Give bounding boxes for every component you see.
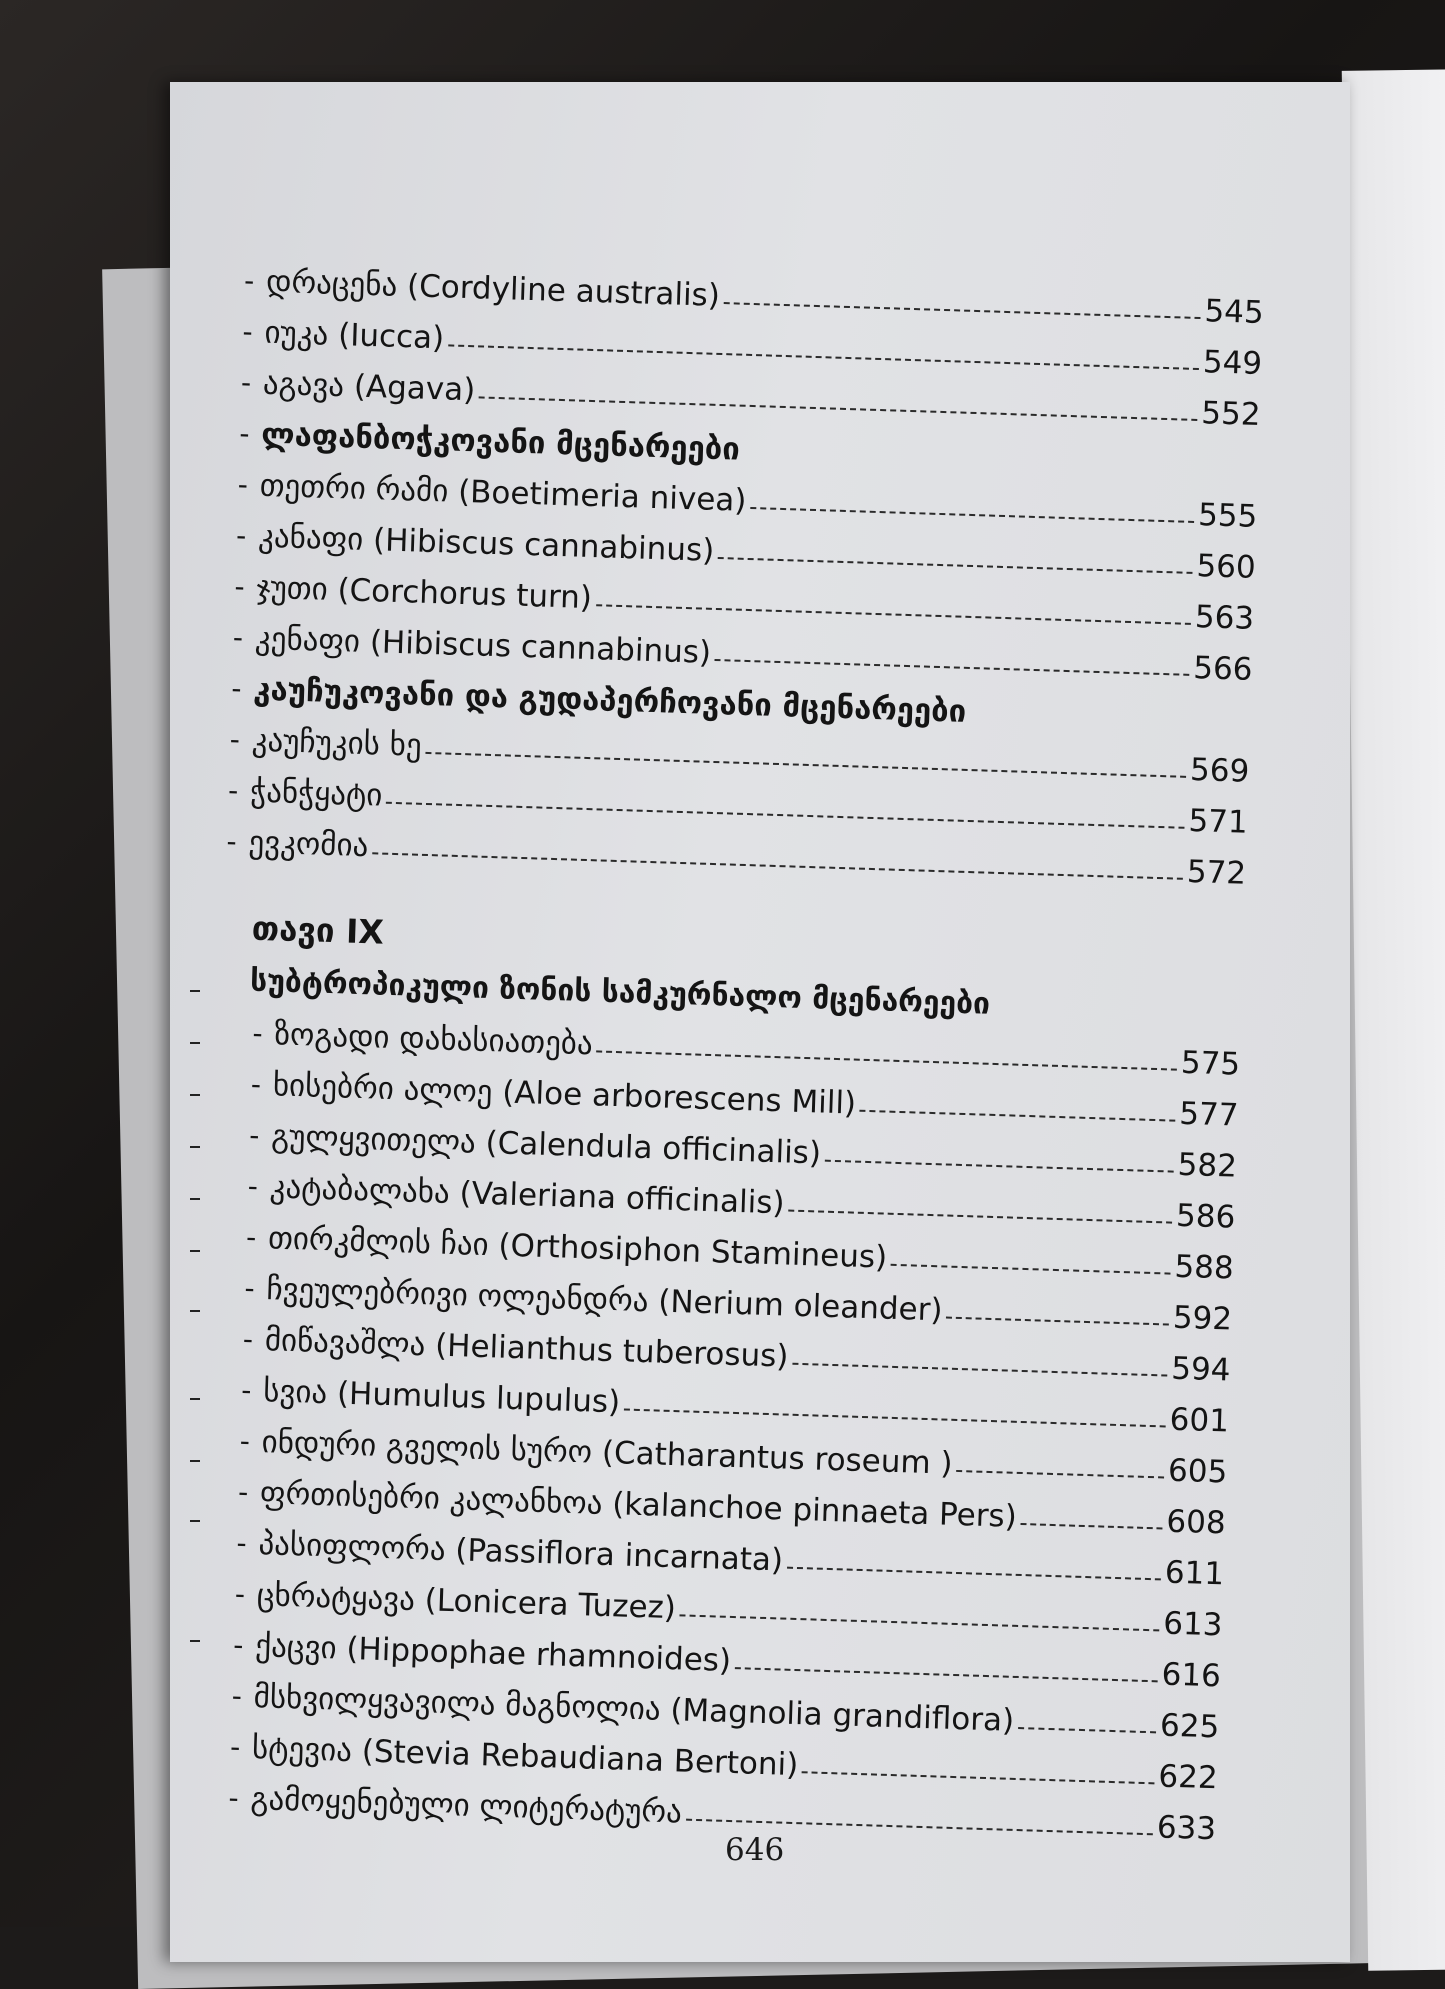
entry-page-number: 572	[1186, 853, 1247, 892]
entry-page-number: 633	[1156, 1808, 1217, 1847]
dot-leader	[792, 1348, 1167, 1376]
entry-dash: -	[240, 1373, 252, 1407]
toc-section-2	[196, 1007, 1241, 1855]
dot-leader	[448, 330, 1199, 370]
entry-page-number: 611	[1164, 1554, 1225, 1592]
entry-title: გამოყენებული ლიტერატურა	[249, 1780, 683, 1830]
entry-page-number: 563	[1194, 598, 1255, 637]
entry-dash: -	[252, 1016, 264, 1050]
entry-dash: -	[236, 1526, 248, 1560]
entry-dash: -	[239, 1424, 251, 1458]
entry-page-number: 545	[1203, 292, 1265, 331]
entry-dash: -	[232, 1628, 244, 1662]
entry-page-number: 552	[1200, 394, 1262, 433]
entry-title: კანაფი (Hibiscus cannabinus)	[257, 518, 715, 569]
entry-dash: -	[231, 1679, 243, 1713]
entry-dash: -	[244, 1271, 256, 1305]
dot-leader	[596, 590, 1191, 625]
entry-page-number: 608	[1165, 1503, 1227, 1541]
dot-leader	[860, 1095, 1176, 1121]
entry-page-number: 616	[1161, 1656, 1222, 1694]
dot-leader	[946, 1302, 1169, 1325]
dot-leader	[788, 1195, 1172, 1223]
dot-leader	[372, 838, 1183, 879]
entry-dash: -	[232, 620, 244, 655]
entry-dash: -	[242, 1322, 254, 1356]
entry-title: დრაცენა (Cordyline australis)	[265, 263, 721, 314]
entry-page-number: 571	[1187, 802, 1249, 841]
entry-dash: -	[237, 1475, 249, 1509]
entry-page-number: 566	[1192, 649, 1254, 688]
toc-section-1	[226, 255, 1265, 899]
entry-title: ფრთისებრი კალანხოა (kalanchoe pinnaeta Pers)	[259, 1474, 1018, 1535]
entry-page-number: 592	[1172, 1299, 1233, 1338]
dot-leader	[735, 1653, 1158, 1682]
entry-dash: -	[243, 263, 255, 298]
entry-title: ხისებრი ალოე (Aloe arborescens Mill)	[272, 1066, 857, 1122]
entry-dash: -	[242, 314, 254, 349]
entry-dash: -	[234, 1577, 246, 1611]
dot-leader	[715, 644, 1190, 675]
table-of-contents	[196, 255, 1265, 1854]
entry-page-number: 594	[1170, 1350, 1232, 1388]
entry-dash: -	[227, 773, 239, 808]
entry-dash: -	[238, 416, 251, 451]
page-number: 646	[725, 1832, 785, 1868]
dot-leader	[1021, 1508, 1163, 1528]
entry-page-number: 588	[1173, 1248, 1235, 1287]
entry-page-number: 555	[1197, 496, 1258, 535]
entry-dash: -	[226, 824, 238, 859]
entry-title: კენაფი (Hibiscus cannabinus)	[254, 620, 712, 671]
dot-leader	[956, 1455, 1164, 1478]
entry-title: ლაფანბოჭკოვანი მცენარეები	[260, 416, 741, 468]
dot-leader	[724, 288, 1201, 319]
entry-dash: -	[240, 365, 252, 400]
entry-page-number: 569	[1189, 751, 1250, 790]
entry-title: ჭანჭყატი	[249, 772, 383, 814]
entry-dash: -	[229, 722, 241, 757]
entry-page-number: 577	[1178, 1095, 1240, 1134]
entry-title: კაუჩუკოვანი და გუდაპერჩოვანი მცენარეები	[252, 670, 967, 730]
entry-page-number: 622	[1157, 1757, 1219, 1796]
entry-page-number: 601	[1169, 1401, 1230, 1439]
entry-title: პასიფლორა (Passiflora incarnata)	[257, 1525, 784, 1579]
entry-title: ჩვეულებრივი ოლეანდრა (Nerium oleander)	[265, 1270, 944, 1328]
entry-title: სტევია (Stevia Rebaudiana Bertoni)	[251, 1729, 799, 1783]
dot-leader	[680, 1600, 1160, 1631]
entry-title: ცხრატყავა (Lonicera Tuzez)	[256, 1576, 677, 1626]
dot-leader	[802, 1757, 1155, 1784]
entry-page-number: 605	[1167, 1452, 1228, 1490]
entry-dash: -	[228, 1781, 240, 1815]
entry-page-number: 575	[1180, 1044, 1241, 1083]
entry-dash: -	[230, 671, 243, 706]
entry-dash: -	[248, 1118, 260, 1152]
dot-leader	[425, 737, 1186, 777]
entry-title: ქაცვი (Hippophae rhamnoides)	[254, 1627, 732, 1679]
entry-dash: -	[250, 1067, 262, 1101]
entry-dash: -	[247, 1169, 259, 1203]
entry-title: ევკომია	[248, 823, 369, 864]
dot-leader	[386, 787, 1185, 828]
entry-title: ზოგადი დახასიათება	[273, 1015, 594, 1062]
chapter-title: თავი IX	[251, 908, 385, 952]
entry-dash: -	[234, 569, 246, 604]
dot-leader	[750, 493, 1194, 523]
entry-title: აგავა (Agava)	[262, 365, 476, 408]
dot-leader	[1018, 1713, 1156, 1733]
entry-title: იუკა (Iucca)	[264, 314, 445, 356]
entry-title: მსხვილყვავილა მაგნოლია (Magnolia grandiflora)	[253, 1678, 1015, 1739]
entry-title: მიწავაშლა (Helianthus tuberosus)	[264, 1321, 789, 1375]
entry-page-number: 549	[1202, 343, 1263, 382]
entry-dash: -	[229, 1730, 241, 1764]
entry-title: კაუჩუკის ხე	[251, 721, 423, 764]
entry-title: თეთრი რამი (Boetimeria nivea)	[259, 467, 747, 519]
entry-page-number: 560	[1195, 547, 1257, 586]
dot-leader	[718, 543, 1193, 574]
entry-dash: -	[237, 467, 249, 502]
entry-title: ინდური გველის სურო (Catharantus roseum )	[261, 1423, 954, 1482]
entry-title: კატაბალახა (Valeriana officinalis)	[269, 1168, 786, 1221]
entry-dash: -	[245, 1220, 257, 1254]
entry-dash: -	[235, 518, 247, 553]
dot-leader	[825, 1145, 1174, 1172]
dot-leader	[624, 1394, 1166, 1427]
entry-title: ჯუთი (Corchorus turn)	[256, 569, 593, 616]
entry-title: თირკმლის ჩაი (Orthosiphon Stamineus)	[267, 1219, 888, 1276]
dot-leader	[891, 1249, 1171, 1274]
chapter-subtitle: სუბტროპიკული ზონის სამკურნალო მცენარეები	[249, 963, 991, 1022]
dot-leader	[686, 1804, 1154, 1835]
entry-page-number: 586	[1175, 1197, 1236, 1236]
entry-title: სვია (Humulus lupulus)	[262, 1372, 621, 1420]
dot-leader	[787, 1552, 1161, 1580]
entry-page-number: 582	[1177, 1146, 1238, 1185]
entry-page-number: 613	[1162, 1605, 1224, 1643]
entry-page-number: 625	[1159, 1706, 1220, 1745]
entry-title: გულყვითელა (Calendula officinalis)	[270, 1117, 822, 1172]
dot-leader	[596, 1036, 1177, 1070]
dot-leader	[479, 382, 1198, 421]
